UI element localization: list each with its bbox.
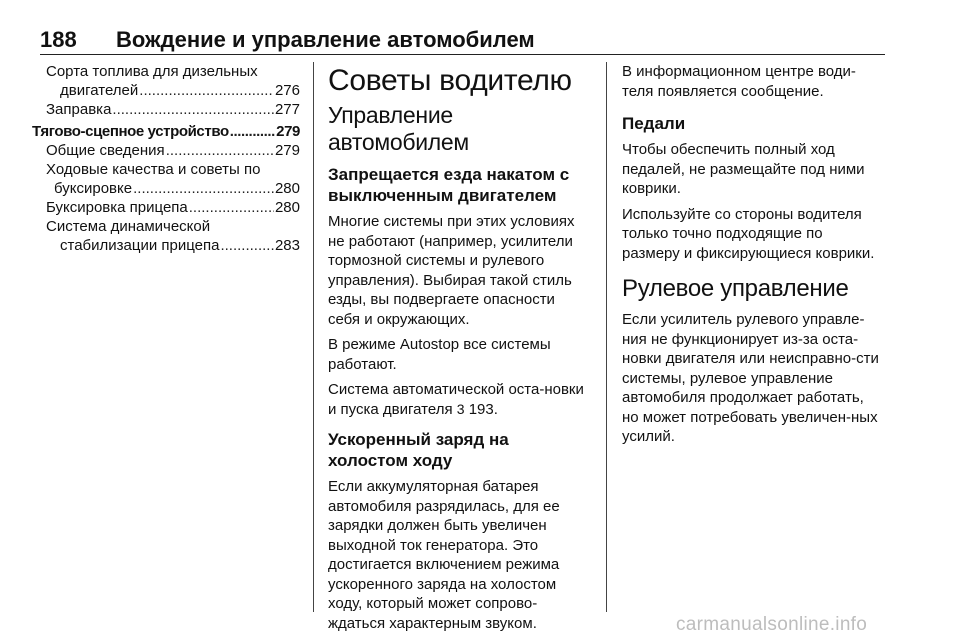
autostop-paragraph: В режиме Autostop все системы работают. <box>328 336 551 373</box>
toc-entry-label: Буксировка прицепа <box>46 199 188 216</box>
page-reference-icon: 3 <box>456 400 465 417</box>
chapter-title: Вождение и управление автомобилем <box>116 27 535 52</box>
steering-heading: Рулевое управление <box>622 275 849 302</box>
toc-entry-label: буксировке <box>54 180 133 197</box>
toc-page-ref: 276 <box>274 82 300 99</box>
toc-entry-label: двигателей <box>60 82 139 99</box>
toc-dot-leader <box>139 81 274 100</box>
toc-page-ref: 279 <box>274 142 300 159</box>
toc-page-ref: 280 <box>274 199 300 216</box>
toc-dot-leader <box>230 122 275 141</box>
page-reference-link[interactable]: 193. <box>468 400 498 418</box>
coasting-paragraph: Многие системы при этих условиях не работают (например, усилители тормозной системы и рулевого управления). Выбирая такой стиль езды, вы подвергаете опасности себя и окружающих. <box>328 213 575 328</box>
toc-entry-trailer-towing[interactable] <box>32 198 300 217</box>
column-divider-2 <box>606 62 607 612</box>
toc-entry-refuel[interactable] <box>32 100 300 119</box>
toc-entry-diesel[interactable] <box>32 81 300 100</box>
toc-diesel-title[interactable]: Сорта топлива для дизельных <box>46 63 258 80</box>
toc-stability-title[interactable]: Система динамической <box>46 218 211 235</box>
toc-dot-leader <box>112 100 274 119</box>
toc-entry-label: стабилизации прицепа <box>60 237 220 254</box>
idle-charge-paragraph: Если аккумуляторная батарея автомобиля разрядилась, для ее зарядки должен быть увеличен выходной ток генератора. Это достигается включением режима ускоренного заряда на холостом ходу, который может сопрово-ждаться характерным звуком. <box>328 478 560 632</box>
section-title: Советы водителю <box>328 64 572 97</box>
page-header <box>40 24 885 55</box>
toc-entry-towbar[interactable] <box>32 122 300 141</box>
toc-entry-driving[interactable] <box>32 179 300 198</box>
toc-entry-label: Заправка <box>46 101 112 118</box>
content-column-3 <box>622 62 884 453</box>
toc-page-ref: 277 <box>274 101 300 118</box>
pedals-paragraph-1: Чтобы обеспечить полный ход педалей, не размещайте под ними коврики. <box>622 141 865 197</box>
coasting-heading: Запрещается езда накатом с выключенным двигателем <box>328 165 570 205</box>
toc-entry-general[interactable] <box>32 141 300 160</box>
info-center-paragraph: В информационном центре води-теля появляется сообщение. <box>622 63 856 100</box>
toc-page-ref: 283 <box>274 237 300 254</box>
stop-start-text: Система автоматической оста-новки и пуска двигателя <box>328 381 584 418</box>
watermark: carmanualsonline.info <box>676 614 868 635</box>
column-divider-1 <box>313 62 314 612</box>
steering-paragraph: Если усилитель рулевого управле-ния не функционирует из-за оста-новки двигателя или неисправно-сти системы, рулевое управление автомобиля продолжает работать, но может потребовать увеличен-ных усилий. <box>622 311 879 445</box>
idle-charge-heading: Ускоренный заряд на холостом ходу <box>328 430 509 470</box>
stop-start-paragraph <box>328 380 590 419</box>
toc-entry-label: Общие сведения <box>46 142 165 159</box>
toc-page-ref: 280 <box>274 180 300 197</box>
toc-entry-label: Тягово-сцепное устройство <box>32 123 229 140</box>
toc-page-ref: 279 <box>276 123 300 140</box>
toc-driving-title[interactable]: Ходовые качества и советы по <box>46 161 261 178</box>
toc-dot-leader <box>133 179 274 198</box>
pedals-heading: Педали <box>622 114 686 133</box>
toc-dot-leader <box>220 236 274 255</box>
pedals-paragraph-2: Используйте со стороны водителя только точно подходящие по размеру и фиксирующиеся коврики. <box>622 205 875 262</box>
subsection-title: Управление автомобилем <box>328 102 469 155</box>
toc-dot-leader <box>189 198 274 217</box>
page-number: 188 <box>40 27 77 52</box>
toc-column <box>32 62 300 255</box>
content-column-2 <box>328 62 590 639</box>
toc-entry-stability[interactable] <box>32 236 300 255</box>
toc-dot-leader <box>166 141 274 160</box>
